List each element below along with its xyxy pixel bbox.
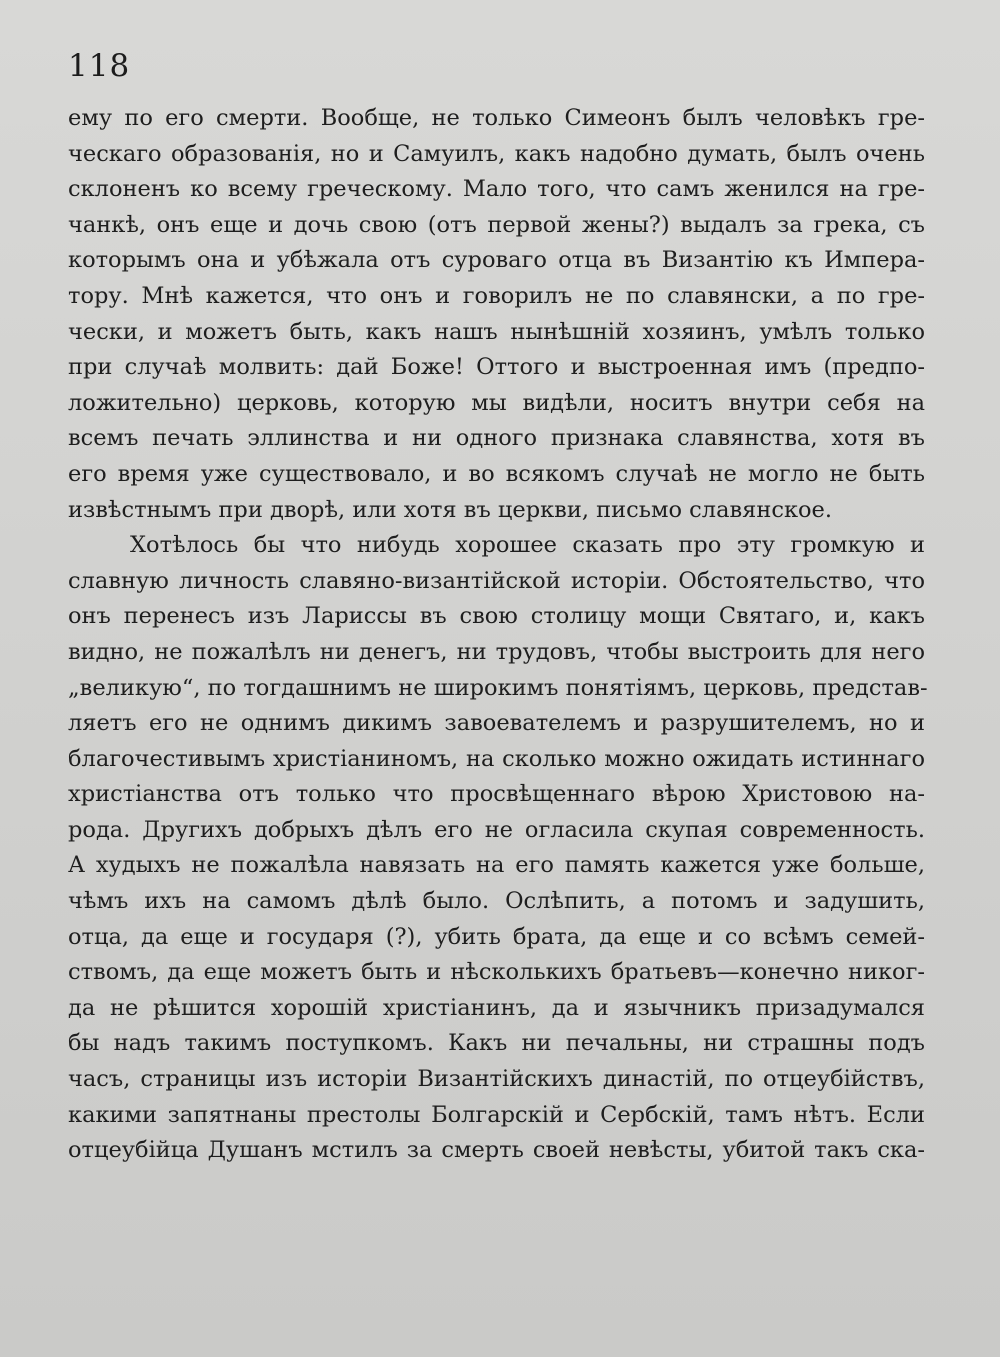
text-line: всемъ печать эллинства и ни одного признака славянства, хотя въ xyxy=(68,425,925,452)
text-line: чанкѣ, онъ еще и дочь свою (отъ первой жены?) выдалъ за грека, съ xyxy=(68,211,925,238)
text-line: рода. Другихъ добрыхъ дѣлъ его не огласила скупая современность. xyxy=(68,816,925,843)
text-line: да не рѣшится хорошій христіанинъ, да и язычникъ призадумался xyxy=(68,994,925,1021)
text-line: ему по его смерти. Вообще, не только Симеонъ былъ человѣкъ гре- xyxy=(68,105,925,131)
paragraph-start-line: Хотѣлось бы что нибудь хорошее сказать про эту громкую и xyxy=(130,532,925,559)
text-line: тору. Мнѣ кажется, что онъ и говорилъ не по славянски, а по гре- xyxy=(68,282,925,309)
text-line: бы надъ такимъ поступкомъ. Какъ ни печальны, ни страшны подъ xyxy=(68,1030,925,1057)
text-line: при случаѣ молвить: дай Боже! Оттого и выстроенная имъ (предпо- xyxy=(68,354,925,381)
text-line: ствомъ, да еще можетъ быть и нѣсколькихъ братьевъ—конечно никог- xyxy=(68,959,925,986)
text-line: его время уже существовало, и во всякомъ случаѣ не могло не быть xyxy=(68,460,925,487)
text-line: отца, да еще и государя (?), убить брата, да еще и со всѣмъ семей- xyxy=(68,923,925,950)
text-line: видно, не пожалѣлъ ни денегъ, ни трудовъ, чтобы выстроить для него xyxy=(68,638,925,665)
text-line: славную личность славяно-византійской исторіи. Обстоятельство, что xyxy=(68,567,925,594)
text-line: „великую“, по тогдашнимъ не широкимъ понятіямъ, церковь, представ- xyxy=(68,674,928,701)
text-line: ляетъ его не однимъ дикимъ завоевателемъ и разрушителемъ, но и xyxy=(68,710,925,737)
text-line: христіанства отъ только что просвѣщеннаго вѣрою Христовою на- xyxy=(68,781,925,808)
text-line: благочестивымъ христіаниномъ, на сколько можно ожидать истиннаго xyxy=(68,745,925,772)
text-line: склоненъ ко всему греческому. Мало того, что самъ женился на гре- xyxy=(68,176,925,203)
text-line: чѣмъ ихъ на самомъ дѣлѣ было. Ослѣпить, а потомъ и задушить, xyxy=(68,888,925,915)
body-text xyxy=(68,101,928,1169)
text-line: ческаго образованія, но и Самуилъ, какъ надобно думать, былъ очень xyxy=(68,140,925,167)
text-line: ложительно) церковь, которую мы видѣли, носитъ внутри себя на xyxy=(68,389,925,416)
page-number: 118 xyxy=(68,48,131,84)
text-line: часъ, страницы изъ исторіи Византійскихъ династій, по отцеубійствъ, xyxy=(68,1066,925,1093)
text-line: чески, и можетъ быть, какъ нашъ нынѣшній хозяинъ, умѣлъ только xyxy=(68,318,925,345)
paragraph-end-line: извѣстнымъ при дворѣ, или хотя въ церкви, письмо славянское. xyxy=(68,496,833,523)
text-line: которымъ она и убѣжала отъ суроваго отца въ Византію къ Импера- xyxy=(68,247,925,274)
text-line: отцеубійца Душанъ мстилъ за смерть своей невѣсты, убитой такъ ска- xyxy=(68,1137,925,1164)
text-line: А худыхъ не пожалѣла навязать на его память кажется уже больше, xyxy=(68,852,925,879)
text-line: какими запятнаны престолы Болгарскій и Сербскій, тамъ нѣтъ. Если xyxy=(68,1101,925,1128)
text-line: онъ перенесъ изъ Лариссы въ свою столицу мощи Святаго, и, какъ xyxy=(68,603,925,630)
